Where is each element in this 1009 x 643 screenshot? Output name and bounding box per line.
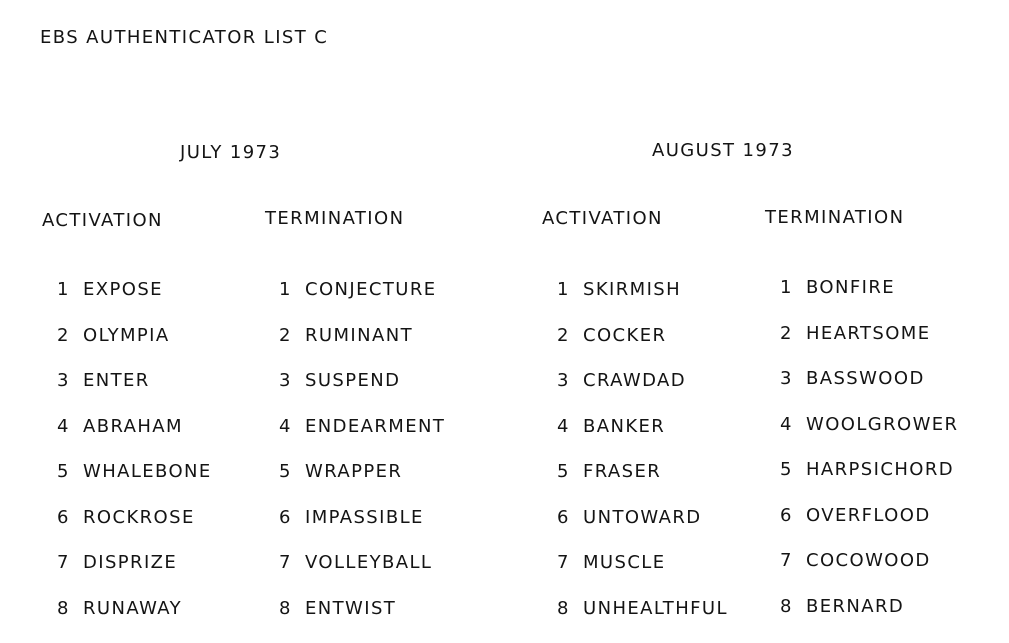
- item-number: 1: [780, 277, 793, 298]
- item-number: 7: [557, 552, 570, 573]
- authenticator-word: BONFIRE: [806, 277, 896, 298]
- list-item: [57, 370, 212, 416]
- list-item: [557, 552, 728, 598]
- july-activation-header: ACTIVATION: [42, 210, 163, 231]
- authenticator-word: COCKER: [583, 324, 667, 346]
- item-number: 7: [57, 552, 70, 573]
- item-number: 6: [279, 506, 292, 528]
- list-item: [279, 552, 445, 598]
- item-number: 6: [57, 506, 70, 528]
- authenticator-word: BASSWOOD: [806, 368, 925, 389]
- list-item: [780, 596, 958, 642]
- august-termination-list: [780, 277, 958, 641]
- item-number: 7: [279, 552, 292, 573]
- list-item: [57, 552, 212, 598]
- authenticator-word: SUSPEND: [305, 370, 401, 391]
- item-number: 6: [780, 504, 793, 526]
- list-item: [279, 325, 445, 371]
- list-item: [557, 507, 728, 553]
- item-number: 8: [279, 597, 292, 619]
- list-item: [780, 323, 958, 369]
- item-number: 4: [780, 413, 793, 435]
- item-number: 3: [57, 370, 70, 391]
- authenticator-word: ENDEARMENT: [305, 415, 446, 437]
- item-number: 2: [279, 324, 292, 346]
- list-item: [57, 507, 212, 553]
- authenticator-word: ABRAHAM: [83, 415, 183, 437]
- authenticator-word: HEARTSOME: [806, 322, 931, 344]
- item-number: 3: [780, 368, 793, 389]
- document-title: EBS AUTHENTICATOR LIST C: [40, 27, 329, 48]
- list-item: [557, 416, 728, 462]
- list-item: [57, 279, 212, 325]
- authenticator-word: BANKER: [583, 415, 666, 437]
- item-number: 8: [557, 597, 570, 619]
- july-termination-list: [279, 279, 445, 643]
- list-item: [279, 279, 445, 325]
- item-number: 4: [57, 415, 70, 437]
- authenticator-word: OLYMPIA: [83, 324, 170, 346]
- august-activation-list: [557, 279, 728, 643]
- authenticator-word: ROCKROSE: [83, 506, 195, 528]
- authenticator-word: HARPSICHORD: [806, 459, 954, 480]
- list-item: [780, 505, 958, 551]
- list-item: [557, 461, 728, 507]
- july-activation-list: [57, 279, 212, 643]
- item-number: 7: [780, 550, 793, 571]
- item-number: 3: [557, 370, 570, 391]
- item-number: 1: [279, 279, 292, 300]
- list-item: [557, 279, 728, 325]
- authenticator-word: FRASER: [583, 461, 662, 482]
- item-number: 4: [557, 415, 570, 437]
- authenticator-word: MUSCLE: [583, 552, 666, 573]
- authenticator-word: IMPASSIBLE: [305, 506, 424, 528]
- month-heading-july: JULY 1973: [180, 142, 282, 163]
- authenticator-word: BERNARD: [806, 595, 905, 617]
- item-number: 1: [57, 279, 70, 300]
- item-number: 8: [780, 595, 793, 617]
- authenticator-word: DISPRIZE: [83, 552, 178, 573]
- authenticator-word: RUNAWAY: [83, 597, 183, 619]
- authenticator-word: WOOLGROWER: [806, 413, 959, 435]
- item-number: 6: [557, 506, 570, 528]
- authenticator-word: UNTOWARD: [583, 506, 702, 528]
- august-termination-header: TERMINATION: [765, 207, 905, 228]
- authenticator-word: VOLLEYBALL: [305, 552, 433, 573]
- list-item: [557, 370, 728, 416]
- authenticator-word: COCOWOOD: [806, 550, 931, 571]
- authenticator-word: UNHEALTHFUL: [583, 597, 728, 619]
- item-number: 5: [557, 461, 570, 482]
- item-number: 2: [780, 322, 793, 344]
- item-number: 2: [57, 324, 70, 346]
- authenticator-word: CONJECTURE: [305, 279, 437, 300]
- list-item: [57, 416, 212, 462]
- item-number: 8: [57, 597, 70, 619]
- authenticator-word: WHALEBONE: [83, 461, 212, 482]
- authenticator-word: EXPOSE: [83, 279, 163, 300]
- july-termination-header: TERMINATION: [265, 208, 405, 229]
- list-item: [279, 507, 445, 553]
- august-activation-header: ACTIVATION: [542, 208, 663, 229]
- list-item: [557, 598, 728, 643]
- list-item: [780, 368, 958, 414]
- list-item: [557, 325, 728, 371]
- authenticator-word: ENTER: [83, 370, 150, 391]
- authenticator-word: SKIRMISH: [583, 279, 682, 300]
- item-number: 1: [557, 279, 570, 300]
- list-item: [57, 598, 212, 643]
- month-heading-august: AUGUST 1973: [652, 140, 794, 161]
- list-item: [57, 325, 212, 371]
- list-item: [279, 416, 445, 462]
- list-item: [279, 461, 445, 507]
- authenticator-word: WRAPPER: [305, 461, 403, 482]
- authenticator-word: OVERFLOOD: [806, 504, 931, 526]
- authenticator-word: CRAWDAD: [583, 370, 686, 391]
- list-item: [780, 277, 958, 323]
- item-number: 5: [57, 461, 70, 482]
- authenticator-word: ENTWIST: [305, 597, 397, 619]
- item-number: 4: [279, 415, 292, 437]
- list-item: [780, 550, 958, 596]
- list-item: [279, 370, 445, 416]
- list-item: [780, 459, 958, 505]
- item-number: 5: [279, 461, 292, 482]
- item-number: 2: [557, 324, 570, 346]
- authenticator-word: RUMINANT: [305, 324, 413, 346]
- list-item: [780, 414, 958, 460]
- item-number: 5: [780, 459, 793, 480]
- list-item: [279, 598, 445, 643]
- list-item: [57, 461, 212, 507]
- item-number: 3: [279, 370, 292, 391]
